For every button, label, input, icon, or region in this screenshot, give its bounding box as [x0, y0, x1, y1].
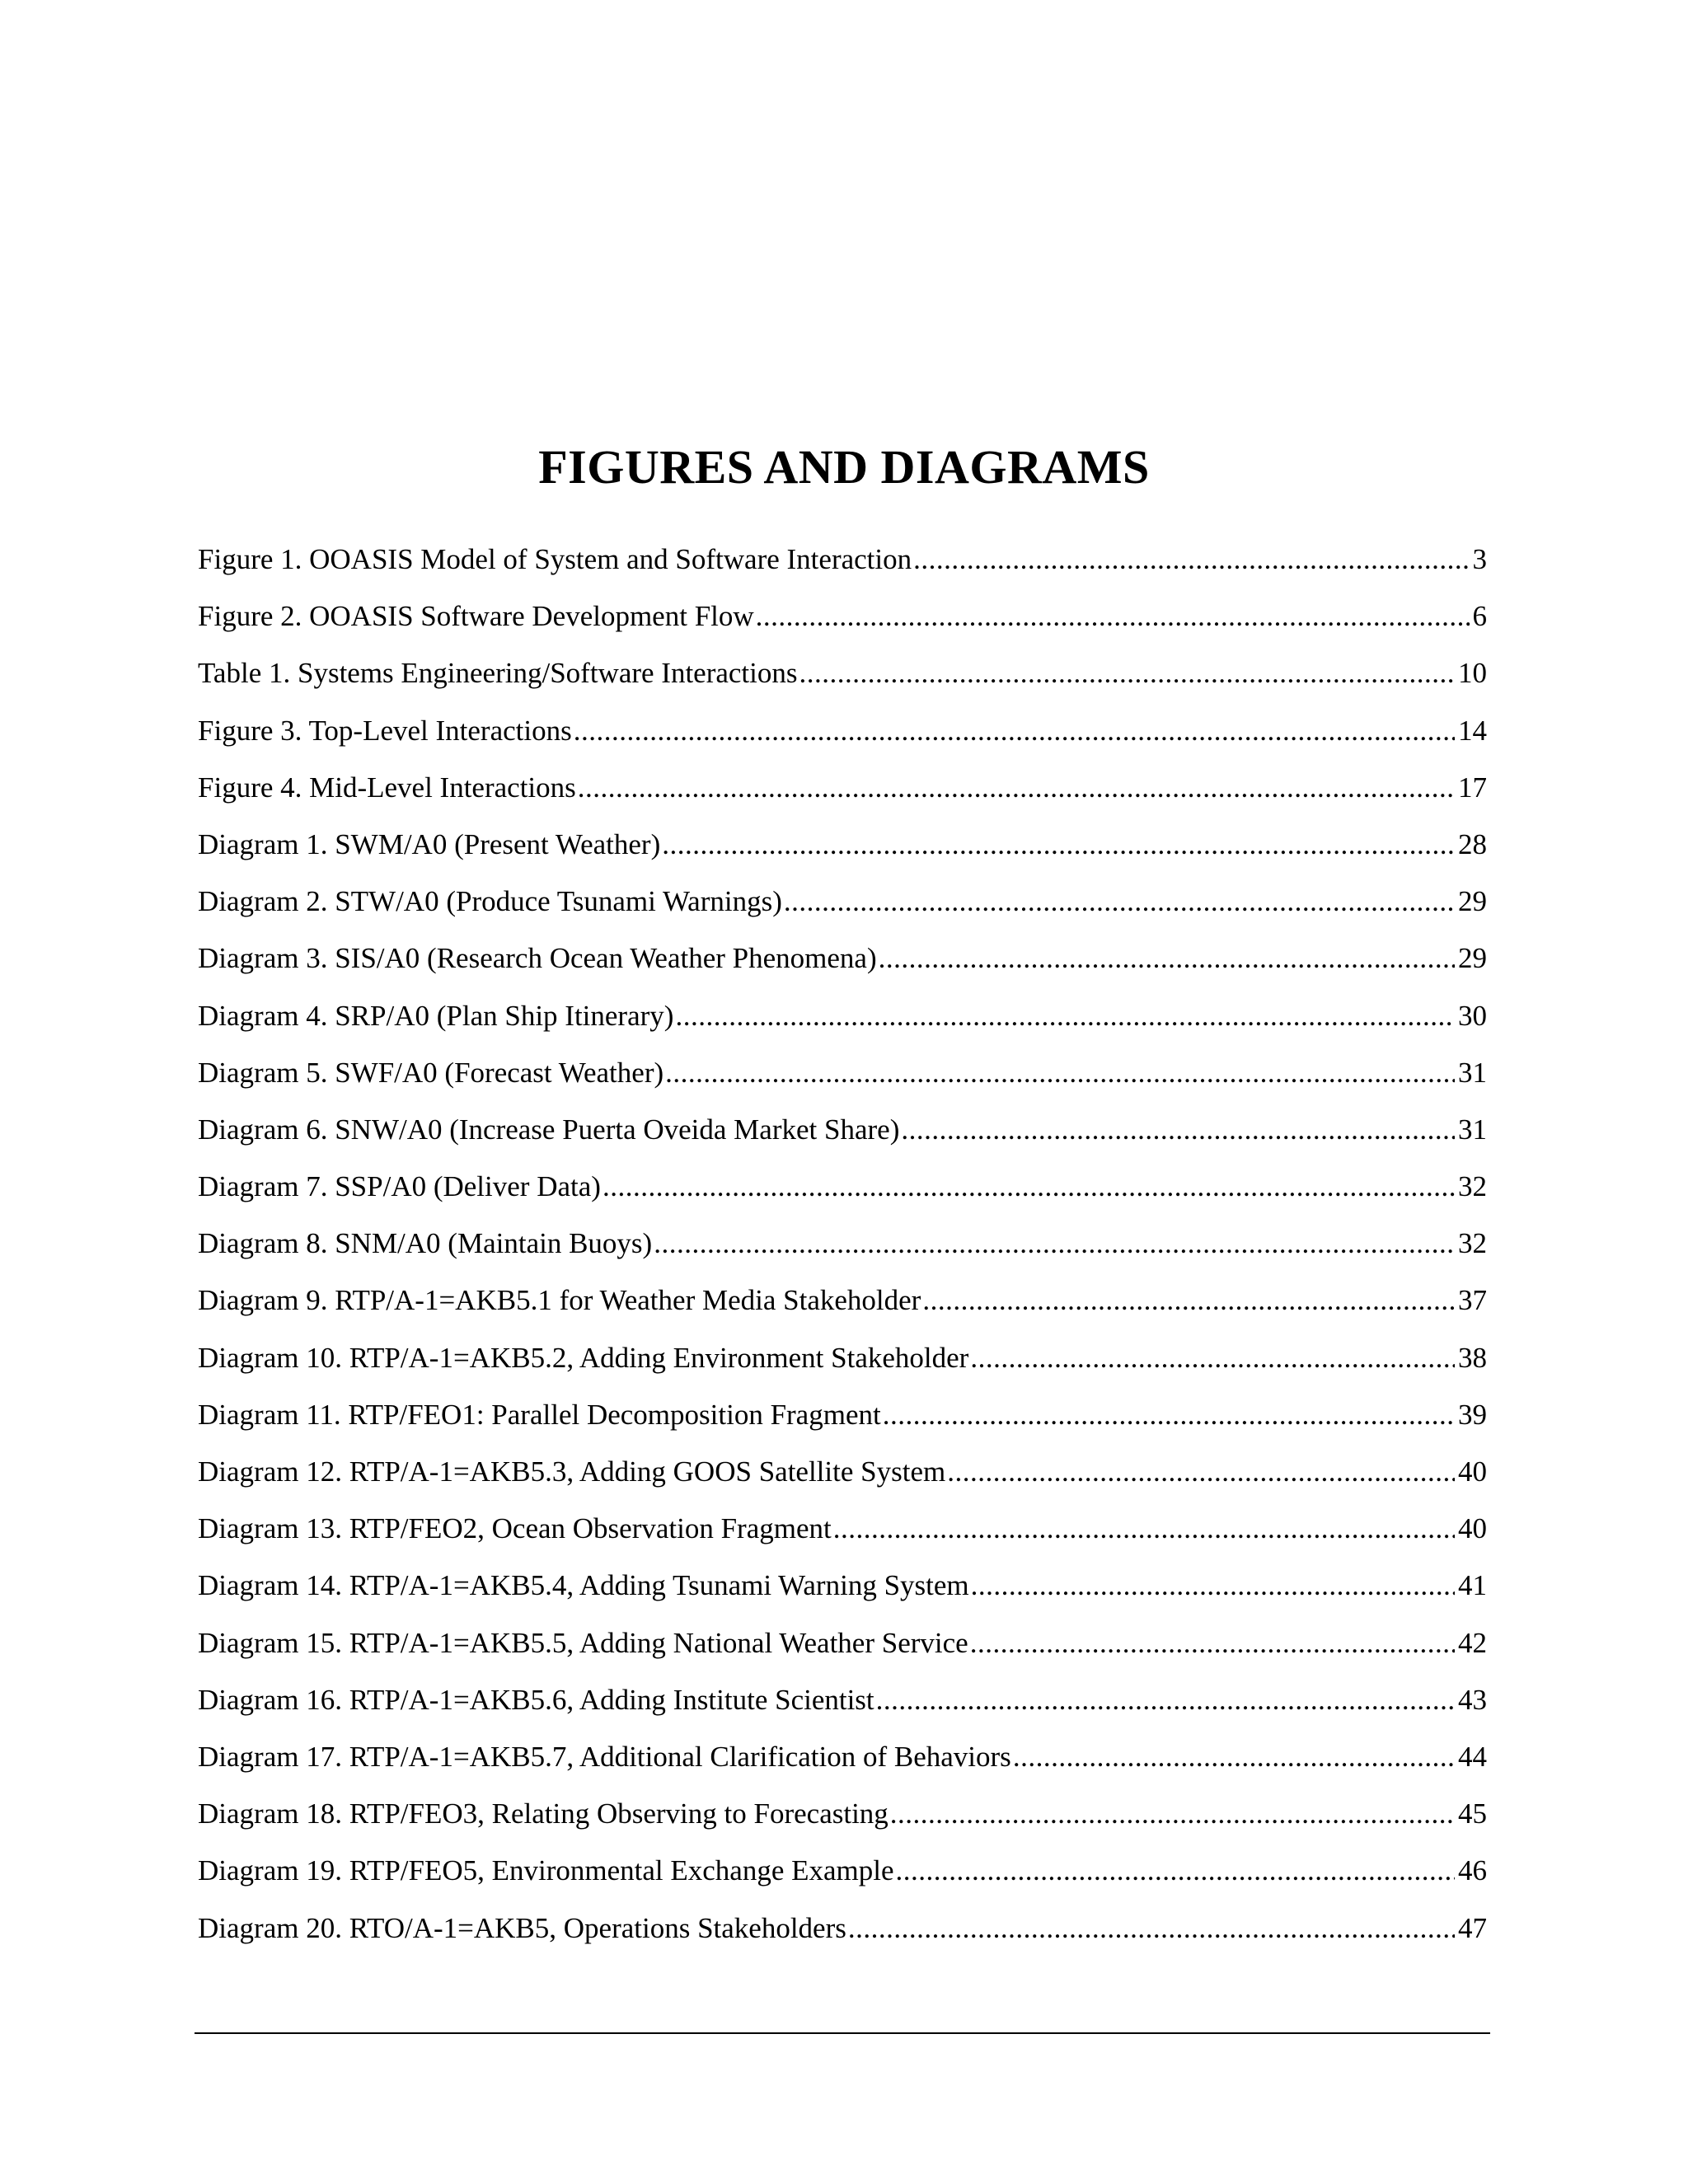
dot-leader: [603, 1168, 1455, 1206]
dot-leader: [675, 997, 1455, 1035]
entry-page-number: 39: [1458, 1398, 1487, 1431]
entry-label: Diagram 15. RTP/A-1=AKB5.5, Adding National Weather Service: [198, 1626, 968, 1659]
toc-entry[interactable]: [198, 1795, 1487, 1852]
entry-page-number: 32: [1458, 1170, 1487, 1203]
dot-leader: [879, 940, 1455, 977]
entry-page-number: 45: [1458, 1797, 1487, 1830]
entry-label: Diagram 9. RTP/A-1=AKB5.1 for Weather Media Stakeholder: [198, 1284, 921, 1317]
dot-leader: [799, 654, 1456, 692]
entry-page-number: 10: [1458, 657, 1487, 690]
entry-label: Diagram 6. SNW/A0 (Increase Puerta Oveida Market Share): [198, 1113, 900, 1146]
dot-leader: [890, 1795, 1455, 1833]
entry-label: Figure 2. OOASIS Software Development Flow: [198, 600, 754, 633]
dot-leader: [654, 1225, 1455, 1263]
toc-entry[interactable]: [198, 769, 1487, 826]
entry-page-number: 46: [1458, 1854, 1487, 1887]
toc-entry[interactable]: [198, 1054, 1487, 1111]
dot-leader: [833, 1510, 1455, 1548]
entry-label: Diagram 4. SRP/A0 (Plan Ship Itinerary): [198, 999, 674, 1032]
entry-page-number: 47: [1458, 1911, 1487, 1944]
dot-leader: [896, 1852, 1455, 1890]
dot-leader: [784, 883, 1455, 921]
entry-label: Diagram 8. SNM/A0 (Maintain Buoys): [198, 1227, 653, 1260]
dot-leader: [1013, 1738, 1455, 1776]
entry-label: Diagram 14. RTP/A-1=AKB5.4, Adding Tsunami Warning System: [198, 1569, 969, 1602]
figures-list: [198, 541, 1487, 1966]
toc-entry[interactable]: [198, 1282, 1487, 1338]
entry-page-number: 29: [1458, 942, 1487, 975]
entry-label: Diagram 11. RTP/FEO1: Parallel Decomposition Fragment: [198, 1398, 881, 1431]
toc-entry[interactable]: [198, 1567, 1487, 1624]
entry-page-number: 37: [1458, 1284, 1487, 1317]
toc-entry[interactable]: [198, 1339, 1487, 1396]
dot-leader: [574, 712, 1455, 750]
entry-page-number: 3: [1472, 543, 1487, 575]
dot-leader: [665, 1054, 1455, 1092]
dot-leader: [971, 1567, 1455, 1605]
entry-label: Table 1. Systems Engineering/Software Interactions: [198, 657, 798, 690]
entry-label: Diagram 3. SIS/A0 (Research Ocean Weather Phenomena): [198, 942, 877, 975]
entry-page-number: 31: [1458, 1056, 1487, 1089]
entry-page-number: 14: [1458, 714, 1487, 747]
entry-label: Diagram 10. RTP/A-1=AKB5.2, Adding Environment Stakeholder: [198, 1341, 969, 1374]
entry-label: Figure 3. Top-Level Interactions: [198, 714, 572, 747]
entry-label: Diagram 2. STW/A0 (Produce Tsunami Warnings): [198, 885, 782, 918]
dot-leader: [922, 1282, 1455, 1319]
toc-entry[interactable]: [198, 1624, 1487, 1681]
entry-page-number: 38: [1458, 1341, 1487, 1374]
entry-label: Diagram 18. RTP/FEO3, Relating Observing to Forecasting: [198, 1797, 889, 1830]
toc-entry[interactable]: [198, 1225, 1487, 1282]
entry-label: Figure 1. OOASIS Model of System and Software Interaction: [198, 543, 912, 575]
entry-page-number: 43: [1458, 1683, 1487, 1716]
toc-entry[interactable]: [198, 883, 1487, 940]
entry-page-number: 40: [1458, 1455, 1487, 1488]
entry-label: Diagram 12. RTP/A-1=AKB5.3, Adding GOOS Satellite System: [198, 1455, 946, 1488]
entry-label: Diagram 13. RTP/FEO2, Ocean Observation Fragment: [198, 1512, 832, 1545]
entry-page-number: 17: [1458, 771, 1487, 804]
entry-page-number: 30: [1458, 999, 1487, 1032]
entry-label: Diagram 7. SSP/A0 (Deliver Data): [198, 1170, 601, 1203]
toc-entry[interactable]: [198, 1396, 1487, 1453]
dot-leader: [578, 769, 1455, 807]
entry-label: Diagram 17. RTP/A-1=AKB5.7, Additional Clarification of Behaviors: [198, 1740, 1011, 1773]
toc-entry[interactable]: [198, 826, 1487, 883]
entry-page-number: 41: [1458, 1569, 1487, 1602]
entry-page-number: 44: [1458, 1740, 1487, 1773]
dot-leader: [848, 1910, 1455, 1947]
entry-page-number: 6: [1472, 600, 1487, 633]
toc-entry[interactable]: [198, 1852, 1487, 1909]
toc-entry[interactable]: [198, 541, 1487, 598]
dot-leader: [970, 1624, 1455, 1662]
dot-leader: [970, 1339, 1455, 1377]
toc-entry[interactable]: [198, 654, 1487, 711]
entry-page-number: 42: [1458, 1626, 1487, 1659]
entry-page-number: 40: [1458, 1512, 1487, 1545]
entry-label: Diagram 16. RTP/A-1=AKB5.6, Adding Institute Scientist: [198, 1683, 874, 1716]
dot-leader: [662, 826, 1455, 864]
dot-leader: [883, 1396, 1455, 1434]
toc-entry[interactable]: [198, 1510, 1487, 1567]
entry-label: Diagram 1. SWM/A0 (Present Weather): [198, 827, 661, 860]
toc-entry[interactable]: [198, 1453, 1487, 1510]
entry-page-number: 28: [1458, 827, 1487, 860]
toc-entry[interactable]: [198, 997, 1487, 1054]
toc-entry[interactable]: [198, 1738, 1487, 1795]
dot-leader: [756, 598, 1470, 635]
dot-leader: [901, 1111, 1455, 1149]
toc-entry[interactable]: [198, 940, 1487, 996]
entry-page-number: 31: [1458, 1113, 1487, 1146]
dot-leader: [876, 1681, 1455, 1719]
footer-rule: [195, 2032, 1490, 2034]
toc-entry[interactable]: [198, 712, 1487, 769]
toc-entry[interactable]: [198, 1681, 1487, 1738]
toc-entry[interactable]: [198, 1168, 1487, 1225]
entry-label: Figure 4. Mid-Level Interactions: [198, 771, 576, 804]
dot-leader: [947, 1453, 1455, 1491]
entry-page-number: 32: [1458, 1227, 1487, 1260]
entry-label: Diagram 19. RTP/FEO5, Environmental Exchange Example: [198, 1854, 894, 1887]
page-title: FIGURES AND DIAGRAMS: [538, 440, 1150, 494]
entry-page-number: 29: [1458, 885, 1487, 918]
toc-entry[interactable]: [198, 1910, 1487, 1966]
toc-entry[interactable]: [198, 1111, 1487, 1168]
entry-label: Diagram 20. RTO/A-1=AKB5, Operations Stakeholders: [198, 1911, 846, 1944]
entry-label: Diagram 5. SWF/A0 (Forecast Weather): [198, 1056, 664, 1089]
toc-entry[interactable]: [198, 598, 1487, 654]
dot-leader: [913, 541, 1469, 579]
